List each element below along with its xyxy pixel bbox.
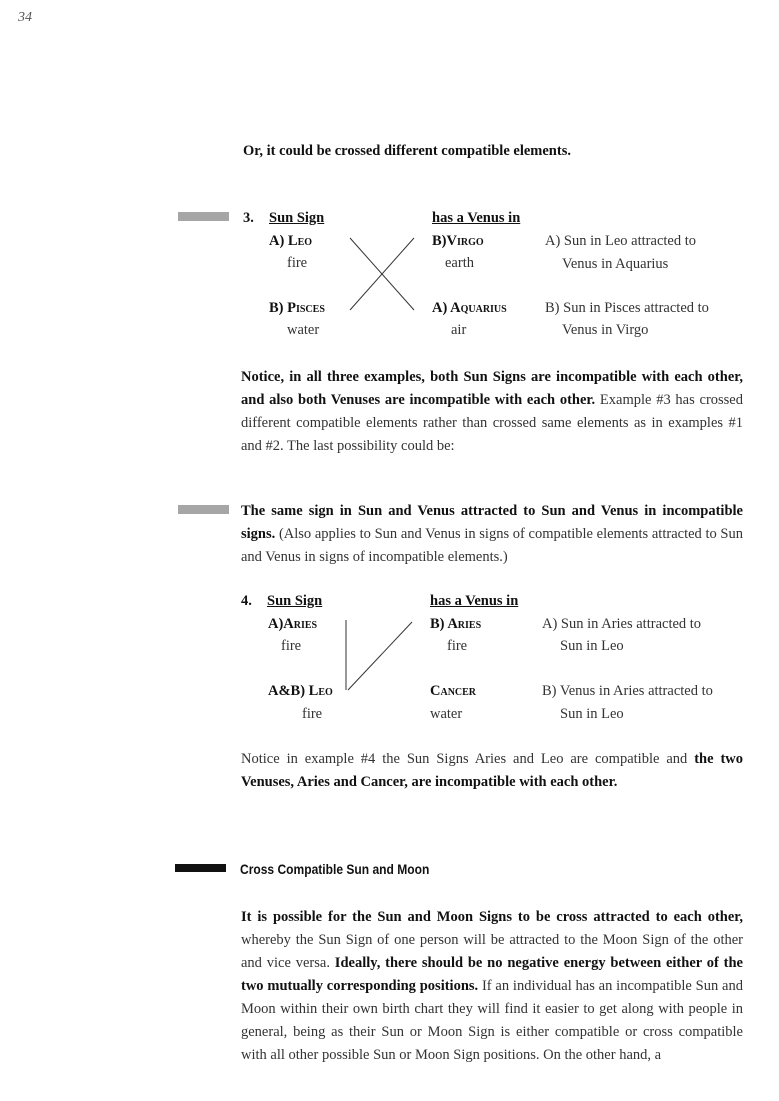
notice1-rest: Example #3 has crossed different compatible elements rather than crossed same elements as in examples #1 and #2. The last possibility could be: (241, 392, 743, 454)
example4-venus-aries: B) Aries (430, 616, 482, 632)
notice2-plain: Notice in example #4 the Sun Signs Aries and Leo are compatible and (241, 751, 695, 767)
example4-venus-header: has a Venus in (430, 593, 519, 609)
final-plain-2: If an individual has an incompatible Sun and Moon within their own birth chart they will find it easier to get along with people in general, being as their Sun or Moon Sign is either compatible or cross compatible with all other possible Sun or Moon Sign positions. On the other hand, a (241, 978, 743, 1063)
final-bold-2: Ideally, there should be no negative energy between either of the two mutually corresponding positions. (241, 955, 743, 994)
section-marker-black (175, 864, 226, 872)
example4-a-sun-element: fire (281, 638, 302, 654)
example3-venus-virgo: B)Virgo (432, 233, 484, 249)
example4-number: 4. (241, 593, 252, 609)
final-bold-1: It is possible for the Sun and Moon Signs to be cross attracted to each other, (241, 909, 743, 925)
section2-rest: (Also applies to Sun and Venus in signs of compatible elements attracted to Sun and Venus in signs of incompatible elements.) (241, 526, 743, 565)
section-marker-gray-2 (178, 505, 229, 514)
example4-note-a-line1: A) Sun in Aries attracted to (542, 616, 702, 632)
example3-venus-virgo-element: earth (445, 255, 474, 271)
example4-venus-aries-element: fire (447, 638, 468, 654)
example4-ab-sun: A&B) Leo (268, 683, 333, 699)
example4-note-a-line2: Sun in Leo (560, 638, 624, 654)
section2-bold: The same sign in Sun and Venus attracted to Sun and Venus in incompatible signs. (241, 503, 743, 542)
connector-diagonal (348, 622, 412, 690)
example3-venus-aquarius-element: air (451, 322, 467, 338)
intro-line: Or, it could be crossed different compatible elements. (243, 143, 571, 159)
section-heading: Cross Compatible Sun and Moon (240, 861, 430, 877)
example4-sun-sign-header: Sun Sign (267, 593, 323, 609)
example4-note-b-line1: B) Venus in Aries attracted to (542, 683, 713, 699)
example4-note-b-line2: Sun in Leo (560, 706, 624, 722)
example3-note-b-line1: B) Sun in Pisces attracted to (545, 300, 709, 316)
section2-paragraph (241, 500, 743, 569)
example3-number: 3. (243, 210, 254, 226)
example4-ab-sun-element: fire (302, 706, 323, 722)
example3-b-sun: B) Pisces (269, 300, 325, 316)
example3-note-a-line2: Venus in Aquarius (562, 256, 669, 272)
final-paragraph (241, 906, 743, 1067)
example3-note-a-line1: A) Sun in Leo attracted to (545, 233, 696, 249)
notice-paragraph-1 (241, 366, 743, 458)
notice-paragraph-2 (241, 748, 743, 794)
example3-a-sun-element: fire (287, 255, 308, 271)
final-plain-1: whereby the Sun Sign of one person will be attracted to the Moon Sign of the other and vice versa. (241, 932, 743, 971)
example3-venus-aquarius: A) Aquarius (432, 300, 507, 316)
example3-b-sun-element: water (287, 322, 320, 338)
section-marker-gray (178, 212, 229, 221)
example3-venus-header: has a Venus in (432, 210, 521, 226)
example3-sun-sign-header: Sun Sign (269, 210, 325, 226)
example3-note-b-line2: Venus in Virgo (562, 322, 649, 338)
example4-a-sun: A)Aries (268, 616, 318, 632)
example3-a-sun: A) Leo (269, 233, 313, 249)
notice2-bold: the two Venuses, Aries and Cancer, are incompatible with each other. (241, 751, 743, 790)
page-number: 34 (18, 10, 32, 25)
example3-cross-lines (340, 230, 430, 330)
example4-venus-cancer: Cancer (430, 683, 477, 699)
example4-connector-lines (340, 612, 420, 697)
notice1-bold: Notice, in all three examples, both Sun Signs are incompatible with each other, and also both Venuses are incompatible with each other. (241, 369, 743, 408)
example4-venus-cancer-element: water (430, 706, 463, 722)
